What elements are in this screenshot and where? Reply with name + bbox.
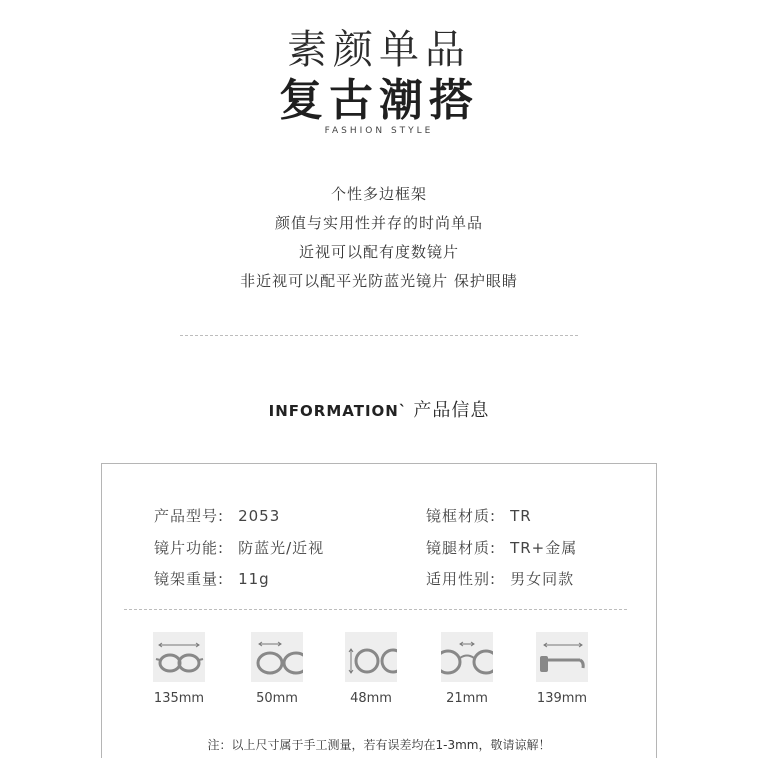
information-heading — [0, 396, 758, 422]
measurement-note: 注：以上尺寸属于手工测量，若有误差均在1-3mm，敬请谅解！ — [207, 738, 551, 752]
frame-width-value: 135mm — [153, 691, 205, 706]
spec-frame-material — [426, 505, 532, 526]
temple-length-icon — [536, 632, 588, 682]
lens-width-value: 50mm — [256, 691, 298, 706]
divider-middle — [124, 609, 627, 610]
temple-length-value: 139mm — [536, 691, 588, 706]
bridge-width-value: 21mm — [446, 691, 488, 706]
spec-label: 镜框材质: — [426, 507, 497, 525]
spec-value: TR — [510, 507, 532, 525]
feature-line: 颜值与实用性并存的时尚单品 — [274, 214, 483, 232]
spec-value: 2053 — [238, 507, 281, 525]
information-heading-en: INFORMATION` — [268, 402, 408, 420]
divider-top — [180, 335, 578, 336]
feature-line: 非近视可以配平光防蓝光镜片 保护眼睛 — [240, 272, 518, 290]
spec-value: 男女同款 — [510, 570, 575, 588]
lens-height-value: 48mm — [350, 691, 392, 706]
spec-lens-function — [154, 537, 324, 558]
lens-width-icon — [251, 632, 303, 682]
frame-width-icon — [153, 632, 205, 682]
spec-model — [154, 505, 280, 526]
spec-label: 镜架重量: — [154, 570, 225, 588]
spec-value: 11g — [238, 570, 270, 588]
fashion-style-subtitle: FASHION STYLE — [324, 126, 434, 136]
spec-label: 适用性别: — [426, 570, 497, 588]
spec-value: 防蓝光/近视 — [238, 539, 325, 557]
spec-gender — [426, 568, 574, 589]
spec-label: 产品型号: — [154, 507, 225, 525]
spec-label: 镜腿材质: — [426, 539, 497, 557]
spec-label: 镜片功能: — [154, 539, 225, 557]
feature-list — [0, 180, 758, 296]
spec-value: TR+金属 — [510, 539, 578, 557]
information-heading-cn: 产品信息 — [413, 400, 490, 421]
spec-frame-weight — [154, 568, 270, 589]
title-line-2: 复古潮搭 — [279, 75, 479, 126]
spec-temple-material — [426, 537, 577, 558]
lens-height-icon — [345, 632, 397, 682]
feature-line: 个性多边框架 — [330, 185, 427, 203]
title-line-1: 素颜单品 — [287, 27, 471, 73]
bridge-width-icon — [441, 632, 493, 682]
feature-line: 近视可以配有度数镜片 — [298, 243, 459, 261]
